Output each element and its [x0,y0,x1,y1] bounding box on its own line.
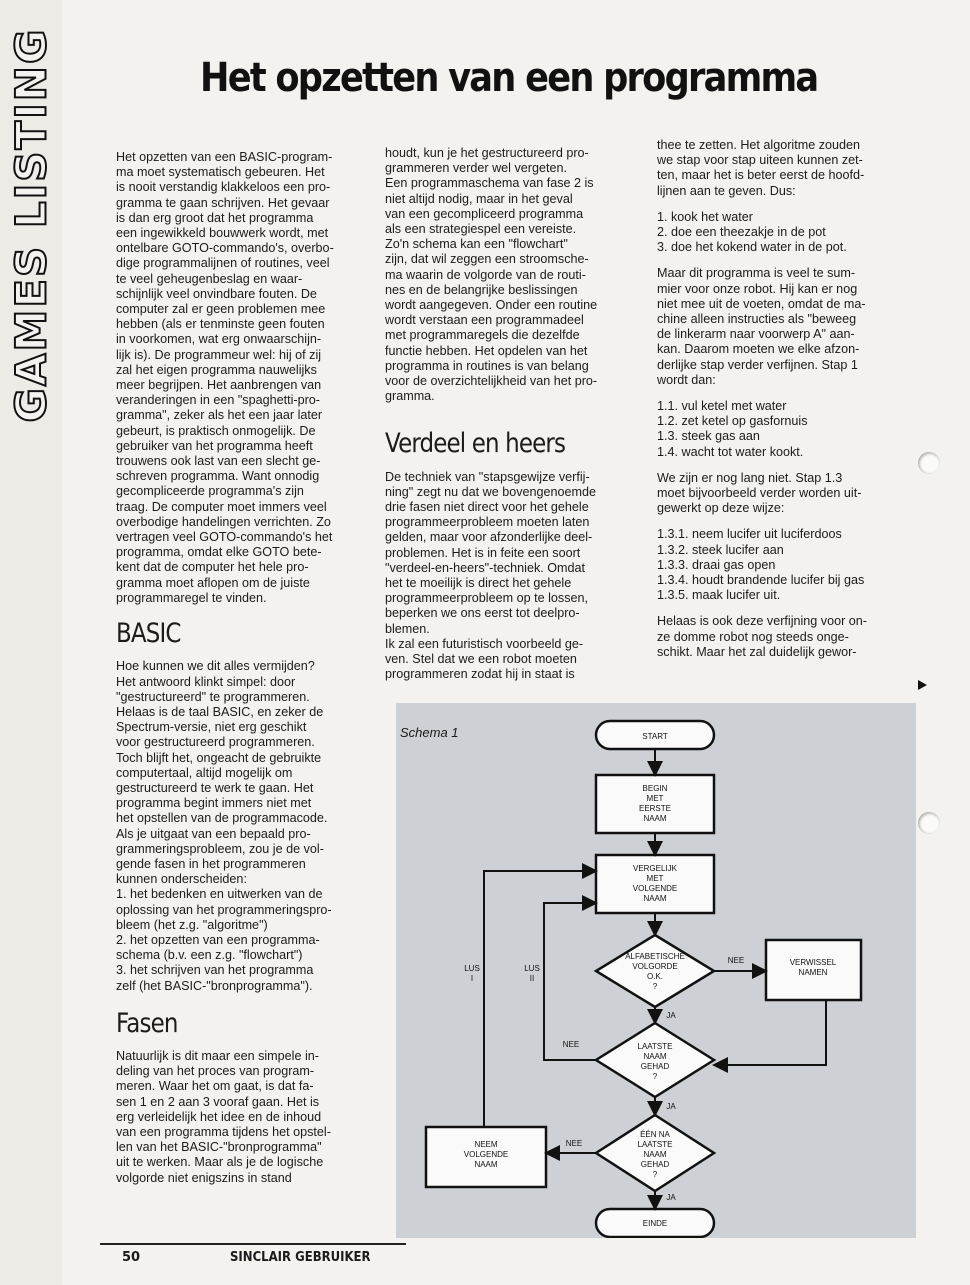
paragraph: We zijn er nog lang niet. Stap 1.3 moet bijvoorbeeld verder worden uit- gewerkt op deze wijze: [657,470,862,516]
paragraph: Maar dit programma is veel te sum- mier voor onze robot. Hij kan er nog niet mee uit de voeten, omdat de ma- chine alleen instructies als "beweeg de linkerarm naar voorwerp A" aan- kan. Daarom moeten we elke afzon- derlijke stap verder verfijnen. Stap 1 wordt dan: [657,266,866,387]
sidebar [0,0,66,1285]
vergelijk-label: VERGELIJK [632,864,678,873]
edge-label-ja: JA [666,1011,676,1020]
list: 1. kook het water 2. doe een theezakje in de pot 3. doe het kokend water in de pot. [657,209,847,255]
begin-label: EERSTE [638,804,672,813]
een-na-label: LAATSTE [637,1140,673,1149]
edge-label-nee: NEE [565,1139,583,1148]
subheading-verdeel-en-heers: Verdeel en heers [385,428,566,460]
binder-hole [918,812,940,834]
vergelijk-label: MET [646,874,664,883]
alfabetisch-label: VOLGORDE [632,962,678,971]
een-na-label: ? [652,1170,658,1179]
subheading-fasen: Fasen [116,1007,178,1039]
paragraph: De techniek van "stapsgewijze verfij- ning" zegt nu dat we bovengenoemde drie fasen niet direct voor het gehele programmeerprobleem moeten laten gelden, maar voor afzonderlijke deel- problemen. Het is in feite een soort "verdeel-en-heers"-techniek. Omdat het te moeilijk is direct het gehele programmeerprobleem op te lossen, beperken we ons eerst tot deelpro- blemen. Ik zal een futuristisch voorbeeld ge- ven. Stel dat we een robot moeten programmeren zodat hij in staat is [385,469,597,682]
alfabetisch-label: ALFABETISCHE [625,952,685,961]
paragraph: houdt, kun je het gestructureerd pro- grammeren verder wel vergeten. Een programmaschema van fase 2 is niet altijd nodig, maar in het geval van een gecompliceerd programma als een strategiespel een vereiste. Zo'n schema kan een "flowchart" zijn, dat wil zeggen een stroomsche- ma waarin de volgorde van de routi- nes en de belangrijke beslissingen wordt aangegeven. Onder een routine wordt verstaan een programmadeel met programmaregels die dezelfde functie hebben. Het opdelen van het programma in routines is van belang voor de overzichtelijkheid van het pro- gramma. [385,146,598,404]
column-1 [116,150,361,1197]
een-na-label: ÉÉN NA [640,1130,670,1139]
loop-label-1: I [470,974,474,983]
section-label: GAMES LISTING [6,27,56,423]
alfabetisch-label: O.K. [646,972,664,981]
vergelijk-label: VOLGENDE [632,884,678,893]
einde-label: EINDE [642,1219,668,1228]
laatste-label: NAAM [643,1052,667,1061]
een-na-label: GEHAD [640,1160,670,1169]
laatste-label: GEHAD [640,1062,670,1071]
paragraph: Natuurlijk is dit maar een simpele in- deling van het proces van program- meren. Waar het om gaat, is dat fa- sen 1 en 2 aan 3 vooraf gaan. Het is erg verleidelijk het idee en de inhoud van een programma tijdens het opstel- len van het BASIC-"bronprogramma" uit te werken. Maar als je de logische volgorde niet enigszins in stand [116,1048,331,1185]
edge-label-ja: JA [666,1193,676,1202]
neem-label: NAAM [474,1160,498,1169]
edge-label-nee: NEE [727,956,745,965]
page-title: Het opzetten van een programma [200,55,818,101]
edge-label-ja: JA [666,1102,676,1111]
neem-label: NEEM [474,1140,498,1149]
edge-label-nee: NEE [562,1040,580,1049]
paragraph: thee te zetten. Het algoritme zouden we stap voor stap uiteen kunnen zet- ten, maar het is beter eerst de hoofd- lijnen aan te geven. Dus: [657,138,865,198]
paragraph: Het opzetten van een BASIC-program- ma moet systematisch gebeuren. Het is nooit verstandig klakkeloos een pro- gramma te gaan schrijven. Het gevaar is dan erg groot dat het programma een ingewikkeld bouwwerk wordt, met ontelbare GOTO-commando's, overbo- dige programmalijnen of routines, veel te veel geheugenbeslag en waar- schijnlijk veel onvindbare fouten. De computer zal er geen problemen mee hebben (als er tenminste geen fouten in voorkomen, wat erg onwaarschijn- lijk is). De programmeur wel: hij of zij zal het eigen programma nauwelijks meer begrijpen. Het aanbrengen van veranderingen in een "spaghetti-pro- gramma", zeker als het een jaar later gebeurt, is praktisch onmogelijk. De gebruiker van het programma heeft trouwens ook last van een slecht ge- schreven programma. Want onnodig gecompliceerde programma's zijn traag. De computer moet immers veel overbodige handelingen verrichten. Zo vertragen veel GOTO-commando's het programma, omdat elke GOTO bete- kent dat de computer het hele pro- gramma moet aflopen om de juiste programmaregel te vinden. [116,150,334,605]
paragraph: Hoe kunnen we dit alles vermijden? Het antwoord klinkt simpel: door "gestructureerd" te programmeren. Helaas is de taal BASIC, en zeker de Spectrum-versie, niet erg geschikt voor gestructureerd programmeren. Toch blijft het, ongeacht de gebruikte computertaal, altijd mogelijk om gestructureerd te werk te gaan. Het programma begint immers niet met het opstellen van de programmacode. Als je uitgaat van een bepaald pro- grammeringsprobleem, zou je de vol- gende fasen in het programmeren kunnen onderscheiden: 1. het bedenken en uitwerken van de oplossing van het programmeringspro- bleem (het z.g. "algoritme") 2. het opzetten van een programma- schema (b.v. een z.g. "flowchart") 3. het schrijven van het programma zelf (het BASIC-"bronprogramma"). [116,659,332,993]
neem-label: VOLGENDE [463,1150,509,1159]
magazine-name: SINCLAIR GEBRUIKER [230,1250,371,1265]
subheading-basic: BASIC [116,618,181,650]
continue-arrow-icon [918,680,927,690]
laatste-label: ? [652,1072,658,1081]
list: 1.1. vul ketel met water 1.2. zet ketel op gasfornuis 1.3. steek gas aan 1.4. wacht tot water kookt. [657,399,808,459]
verwissel-label: NAMEN [798,968,828,977]
schema-label: Schema 1 [400,725,459,740]
begin-label: MET [646,794,664,803]
binder-hole [918,452,940,474]
loop-label-2: LUS [524,964,540,973]
begin-label: NAAM [643,814,667,823]
loop-label-2: II [529,974,535,983]
paragraph: Helaas is ook deze verfijning voor on- ze domme robot nog steeds onge- schikt. Maar het zal duidelijk gewor- [657,614,868,659]
footer-rule [100,1243,406,1245]
start-label: START [642,732,668,741]
laatste-label: LAATSTE [637,1042,673,1051]
begin-label: BEGIN [642,784,668,793]
list: 1.3.1. neem lucifer uit luciferdoos 1.3.2. steek lucifer aan 1.3.3. draai gas open 1.3.4. houdt brandende lucifer bij gas 1.3.5. maak lucifer uit. [657,527,865,603]
column-2 [385,146,635,694]
verwissel-label: VERWISSEL [789,958,837,967]
flowchart [396,703,916,1238]
loop-label-1: LUS [464,964,480,973]
alfabetisch-label: ? [652,982,658,991]
flowchart-schema [396,703,916,1238]
een-na-label: NAAM [643,1150,667,1159]
page-number: 50 [122,1250,141,1265]
alfabetisch-decision [596,935,714,1007]
column-3 [657,138,912,671]
vergelijk-label: NAAM [643,894,667,903]
